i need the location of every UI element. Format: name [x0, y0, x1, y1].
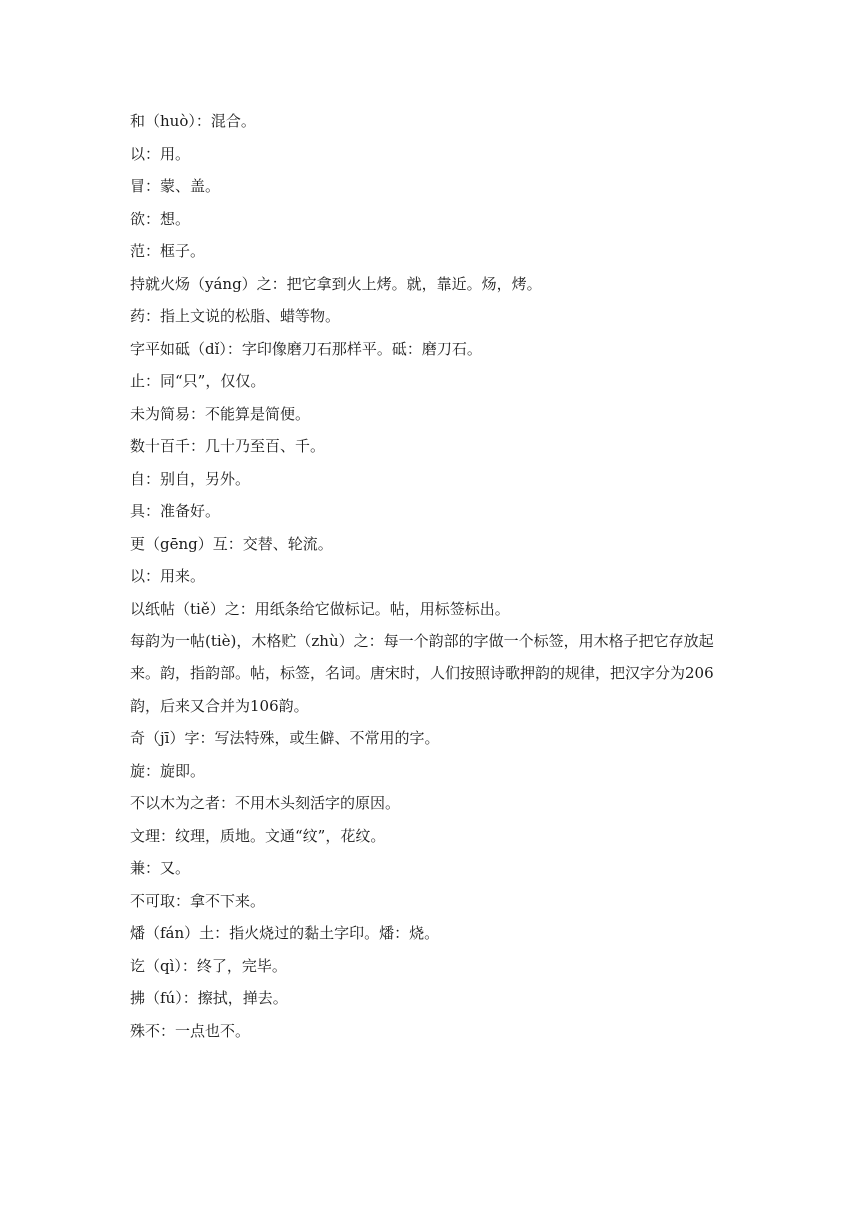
annotation-line: 奇（jī）字：写法特殊，或生僻、不常用的字。 [130, 729, 440, 748]
annotation-line: 拂（fú）：擦拭，掸去。 [130, 989, 288, 1008]
annotation-line: 更（gēng）互：交替、轮流。 [130, 534, 333, 553]
annotation-line: 讫（qì）：终了，完毕。 [130, 956, 287, 975]
annotation-line: 和（huò）：混合。 [130, 112, 256, 130]
annotation-line: 止：同“只”，仅仅。 [130, 372, 266, 390]
annotation-line: 范：框子。 [130, 242, 206, 260]
annotation-paragraph: 每韵为一帖(tiè)，木格贮（zhù）之：每一个韵部的字做一个标签，用木格子把它存放起来。韵，指韵部。帖，标签，名词。唐宋时，人们按照诗歌押韵的规律，把汉字分为206韵，后来又合并为106韵。 [130, 631, 714, 715]
annotation-line: 文理：纹理，质地。文通“纹”，花纹。 [130, 826, 386, 845]
annotation-line: 欲：想。 [130, 209, 191, 228]
annotation-line: 自：别自，另外。 [130, 469, 251, 488]
annotation-line: 以：用来。 [130, 567, 206, 585]
annotation-line: 不以木为之者：不用木头刻活字的原因。 [130, 794, 401, 813]
annotation-line: 不可取：拿不下来。 [130, 891, 266, 910]
annotation-line: 未为简易：不能算是简便。 [130, 404, 311, 423]
annotation-line: 持就火炀（yáng）之：把它拿到火上烤。就，靠近。炀，烤。 [130, 274, 542, 293]
annotation-line: 以：用。 [130, 144, 191, 163]
annotation-line: 药：指上文说的松脂、蜡等物。 [130, 307, 341, 325]
annotation-line: 字平如砥（dǐ）：字印像磨刀石那样平。砥：磨刀石。 [130, 339, 482, 358]
annotation-line: 燔（fán）土：指火烧过的黏土字印。燔：烧。 [130, 924, 440, 943]
annotation-list [130, 110, 735, 1052]
annotation-line: 殊不：一点也不。 [130, 1021, 251, 1040]
annotation-line: 兼：又。 [130, 859, 191, 878]
annotation-line: 数十百千：几十乃至百、千。 [130, 437, 326, 455]
annotation-line: 冒：蒙、盖。 [130, 177, 221, 195]
annotation-line: 具：准备好。 [130, 502, 221, 520]
annotation-line: 以纸帖（tiě）之：用纸条给它做标记。帖，用标签标出。 [130, 599, 510, 618]
annotation-line: 旋：旋即。 [130, 761, 206, 780]
